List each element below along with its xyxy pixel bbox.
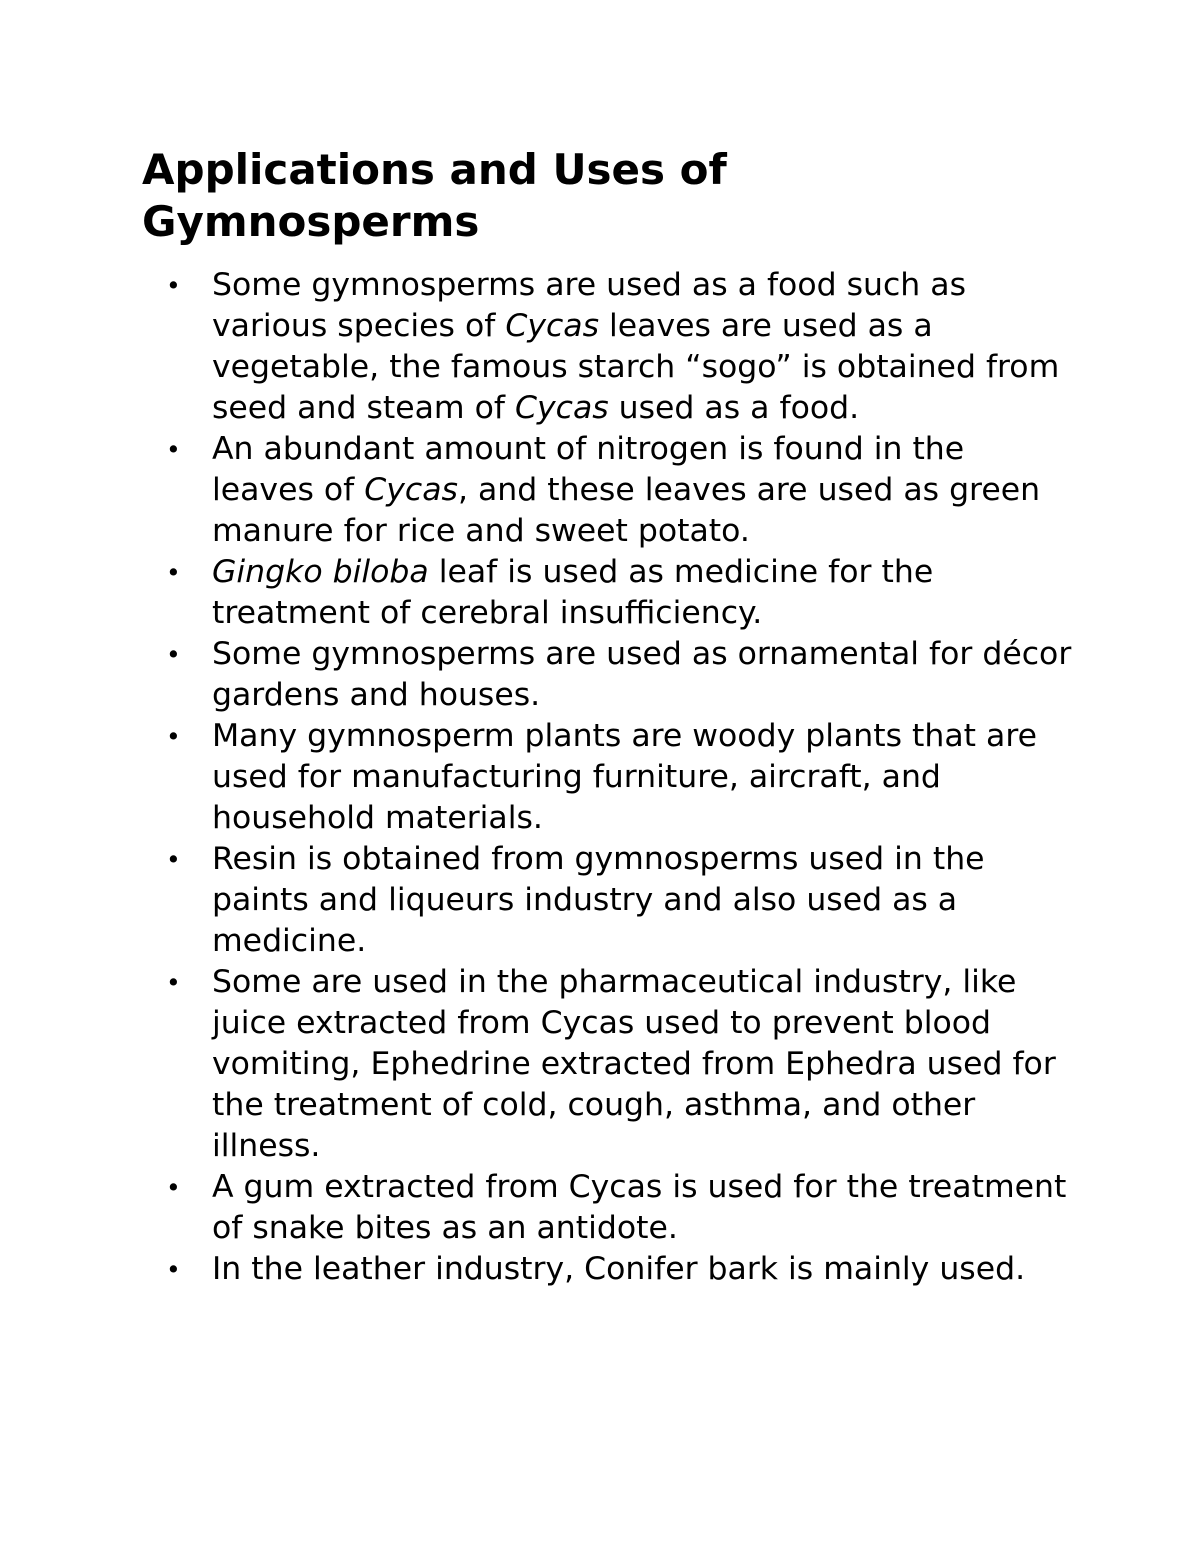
italic-text: Gingko biloba <box>212 554 429 590</box>
list-item <box>0 634 1072 716</box>
bullet-marker: • <box>166 1255 181 1284</box>
list-item-text <box>212 962 1072 1167</box>
list-item-text <box>212 716 1072 839</box>
text-segment: , and these leaves are used as green manure for rice and sweet potato. <box>212 472 1041 549</box>
list-item <box>0 1249 1072 1290</box>
list-item-text <box>212 634 1072 716</box>
list-item-text <box>212 552 1072 634</box>
bullet-marker: • <box>166 1173 181 1202</box>
text-segment: used as a food. <box>608 390 860 426</box>
text-segment: Some are used in the pharmaceutical industry, like juice extracted from Cycas used to prevent blood vomiting, Ephedrine extracted from Ephedra used for the treatment of cold, cough, asthma, and other illness. <box>212 964 1056 1164</box>
text-segment: leaves are used as a vegetable, the famous starch “sogo” is obtained from seed and steam of <box>212 308 1060 426</box>
page-title: Applications and Uses of Gymnosperms <box>142 145 727 246</box>
list-item <box>0 429 1072 552</box>
list-item-text <box>212 1167 1072 1249</box>
bullet-marker: • <box>166 722 181 751</box>
text-segment: Some gymnosperms are used as ornamental for décor gardens and houses. <box>212 636 1072 713</box>
italic-text: Cycas <box>364 472 458 508</box>
bullet-marker: • <box>166 640 181 669</box>
text-segment: leaf is used as medicine for the treatment of cerebral insufficiency. <box>212 554 934 631</box>
text-segment: Some gymnosperms are used as a food such as various species of <box>212 267 966 344</box>
list-item-text <box>212 429 1072 552</box>
text-segment: Resin is obtained from gymnosperms used in the paints and liqueurs industry and also used as a medicine. <box>212 841 985 959</box>
italic-text: Cycas <box>514 390 609 426</box>
text-segment: An abundant amount of nitrogen is found in the leaves of <box>212 431 965 508</box>
text-segment: A gum extracted from Cycas is used for the treatment of snake bites as an antidote. <box>212 1169 1067 1246</box>
list-item-text <box>212 265 1072 429</box>
bullet-marker: • <box>166 271 181 300</box>
list-item-text <box>212 839 1072 962</box>
text-segment: In the leather industry, Conifer bark is mainly used. <box>212 1251 1026 1287</box>
text-segment: Many gymnosperm plants are woody plants that are used for manufacturing furniture, aircraft, and household materials. <box>212 718 1037 836</box>
list-item <box>0 552 1072 634</box>
list-item <box>0 1167 1072 1249</box>
italic-text: Cycas <box>505 308 600 344</box>
list-item-text <box>212 1249 1072 1290</box>
bullet-marker: • <box>166 968 181 997</box>
bullet-marker: • <box>166 845 181 874</box>
list-item <box>0 962 1072 1167</box>
bullet-marker: • <box>166 435 181 464</box>
bullet-marker: • <box>166 558 181 587</box>
list-item <box>0 265 1072 429</box>
list-item <box>0 716 1072 839</box>
bullet-list <box>0 265 1200 1290</box>
list-item <box>0 839 1072 962</box>
